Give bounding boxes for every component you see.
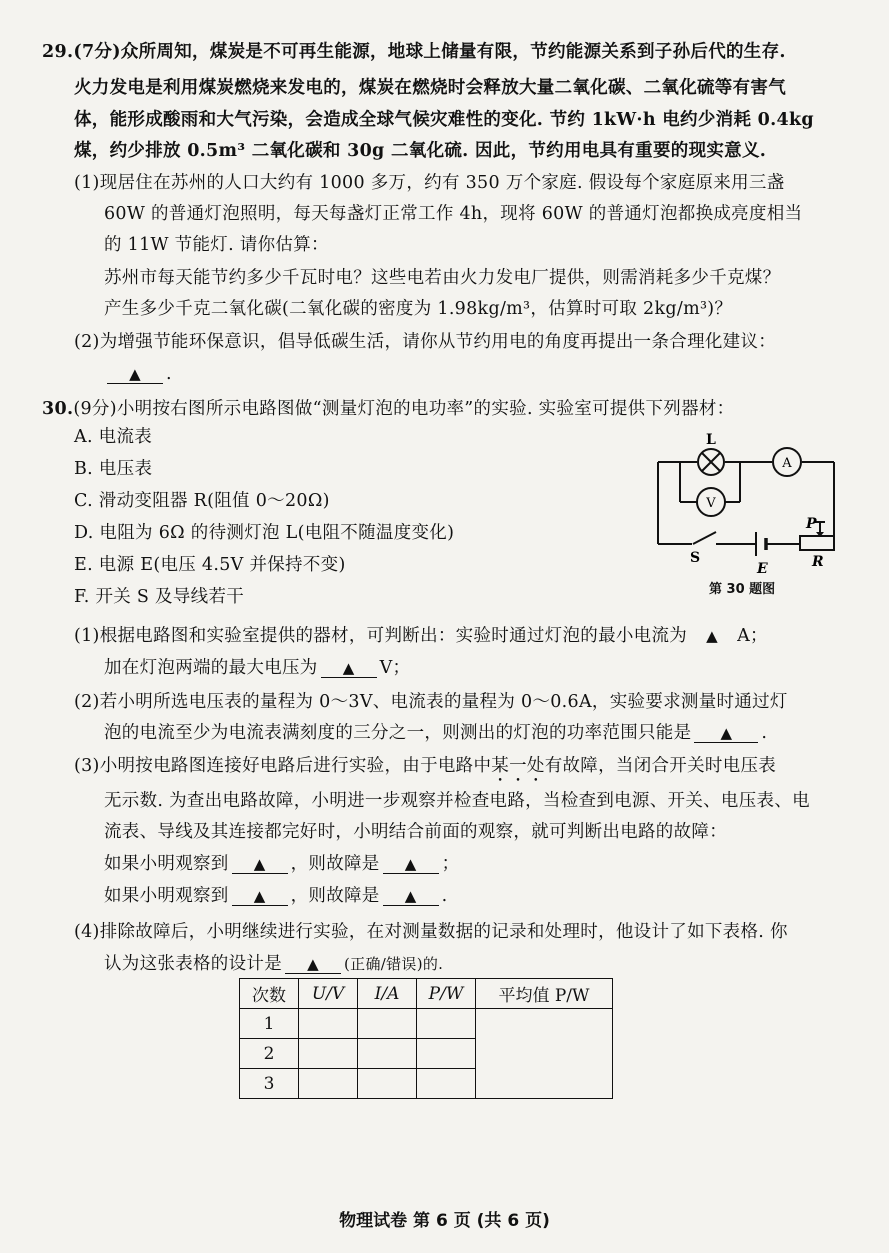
table-header-row: [240, 979, 613, 1009]
source-label: E: [757, 561, 768, 576]
q30-part4-line-1: (4)排除故障后，小明继续进行实验，在对测量数据的记录和处理时，他设计了如下表格. 你: [74, 922, 788, 942]
q30-part3-line-5: 如果小明观察到 ▲ ，则故障是 ▲ .: [104, 886, 448, 906]
cell-average-power[interactable]: [476, 1009, 613, 1099]
q29-part1-line-3: 的 11W 节能灯. 请你估算：: [104, 235, 329, 255]
q30-item-e: E. 电源 E(电压 4.5V 并保持不变): [74, 555, 346, 575]
cell-voltage[interactable]: [299, 1069, 358, 1099]
q30-part3-line-3: 流表、导线及其连接都完好时，小明结合前面的观察，就可判断出电路的故障：: [104, 822, 727, 842]
answer-blank[interactable]: ▲: [321, 659, 377, 678]
answer-blank[interactable]: ▲: [383, 855, 439, 874]
answer-blank[interactable]: ▲: [232, 887, 288, 906]
q30-part1-line-2: 加在灯泡两端的最大电压为 ▲ V；: [104, 658, 411, 678]
q30-part2-line-2: 泡的电流至少为电流表满刻度的三分之一，则测出的灯泡的功率范围只能是 ▲ .: [104, 723, 768, 743]
cell-current[interactable]: [358, 1009, 417, 1039]
answer-blank[interactable]: ▲: [694, 724, 758, 743]
lamp-icon: [698, 449, 724, 475]
cell-power[interactable]: [417, 1069, 476, 1099]
q30-part3-line-2: 无示数. 为查出电路故障，小明进一步观察并检查电路，当检查到电源、开关、电压表、电: [104, 791, 810, 811]
q30-part3-line-1: (3)小明按电路图连接好电路后进行实验，由于电路中某一处有故障，当闭合开关时电压表: [74, 756, 777, 776]
slider-label: P: [806, 516, 817, 532]
emphasis-text: 某一处: [491, 756, 545, 776]
header-current: I/A: [358, 979, 417, 1009]
q29-part1-line-5: 产生多少千克二氧化碳(二氧化碳的密度为 1.98kg/m³，估算时可取 2kg/m³)？: [104, 299, 733, 319]
header-voltage: U/V: [299, 979, 358, 1009]
q29-intro-line-1: 29.(7分)众所周知，煤炭是不可再生能源，地球上储量有限，节约能源关系到子孙后代的生存.: [42, 42, 786, 62]
cell-voltage[interactable]: [299, 1039, 358, 1069]
voltmeter-label: V: [706, 496, 716, 511]
cell-power[interactable]: [417, 1009, 476, 1039]
cell-voltage[interactable]: [299, 1009, 358, 1039]
page-footer: 物理试卷 第 6 页 (共 6 页): [339, 1211, 550, 1231]
cell-current[interactable]: [358, 1039, 417, 1069]
answer-blank[interactable]: ▲: [706, 627, 719, 645]
cell-current[interactable]: [358, 1069, 417, 1099]
q29-part2-line-2: ▲ .: [104, 362, 172, 386]
cell-power[interactable]: [417, 1039, 476, 1069]
q30-part4-line-2: 认为这张表格的设计是 ▲ (正确/错误)的.: [104, 954, 444, 974]
q30-number: 30.: [42, 399, 74, 419]
rheostat-label: R: [812, 554, 824, 570]
lamp-label: L: [706, 432, 716, 448]
q29-intro-line-3: 体，能形成酸雨和大气污染，会造成全球气候灾难性的变化. 节约 1kW·h 电约少消耗 0.4kg: [74, 110, 814, 130]
row-index: 1: [240, 1009, 299, 1039]
q29-intro-line-4: 煤，约少排放 0.5m³ 二氧化碳和 30g 二氧化硫. 因此，节约用电具有重要的现实意义.: [74, 141, 767, 161]
q30-item-d: D. 电阻为 6Ω 的待测灯泡 L(电阻不随温度变化): [74, 523, 455, 543]
q30-item-a: A. 电流表: [74, 427, 153, 447]
q29-intro-line-2: 火力发电是利用煤炭燃烧来发电的，煤炭在燃烧时会释放大量二氧化碳、二氧化硫等有害气: [74, 78, 786, 98]
q29-part2-line-1: (2)为增强节能环保意识，倡导低碳生活，请你从节约用电的角度再提出一条合理化建议：: [74, 332, 777, 352]
q30-intro: 30.(9分)小明按右图所示电路图做“测量灯泡的电功率”的实验. 实验室可提供下列器材：: [42, 399, 735, 419]
header-average-power: 平均值 P/W: [476, 979, 613, 1009]
row-index: 2: [240, 1039, 299, 1069]
q30-item-c: C. 滑动变阻器 R(阻值 0～20Ω): [74, 491, 330, 511]
ammeter-label: A: [782, 456, 792, 471]
q29-part1-line-1: (1)现居住在苏州的人口大约有 1000 多万，约有 350 万个家庭. 假设每个家庭原来用三盏: [74, 173, 785, 193]
header-count: 次数: [240, 979, 299, 1009]
answer-blank[interactable]: ▲: [383, 887, 439, 906]
answer-blank[interactable]: ▲: [285, 955, 341, 974]
switch-label: S: [690, 550, 701, 566]
row-index: 3: [240, 1069, 299, 1099]
q30-item-f: F. 开关 S 及导线若干: [74, 587, 245, 607]
record-table: [239, 978, 613, 1099]
answer-blank[interactable]: ▲: [232, 855, 288, 874]
q29-part1-line-4: 苏州市每天能节约多少千瓦时电？这些电若由火力发电厂提供，则需消耗多少千克煤？: [104, 268, 781, 288]
table-row: [240, 1009, 613, 1039]
figure-caption: 第 30 题图: [709, 582, 776, 597]
q30-part3-line-4: 如果小明观察到 ▲ ，则故障是 ▲ ；: [104, 854, 460, 874]
header-power: P/W: [417, 979, 476, 1009]
q29-number: 29.: [42, 42, 74, 62]
q30-part2-line-1: (2)若小明所选电压表的量程为 0～3V、电流表的量程为 0～0.6A，实验要求测量时通过灯: [74, 692, 788, 712]
q30-item-b: B. 电压表: [74, 459, 153, 479]
q30-part1-line-1: (1)根据电路图和实验室提供的器材，可判断出：实验时通过灯泡的最小电流为 ▲ A；: [74, 626, 768, 646]
q29-part1-line-2: 60W 的普通灯泡照明，每天每盏灯正常工作 4h，现将 60W 的普通灯泡都换成亮度相当: [104, 204, 803, 224]
circuit-diagram: [650, 428, 850, 576]
answer-blank[interactable]: ▲: [107, 365, 163, 384]
